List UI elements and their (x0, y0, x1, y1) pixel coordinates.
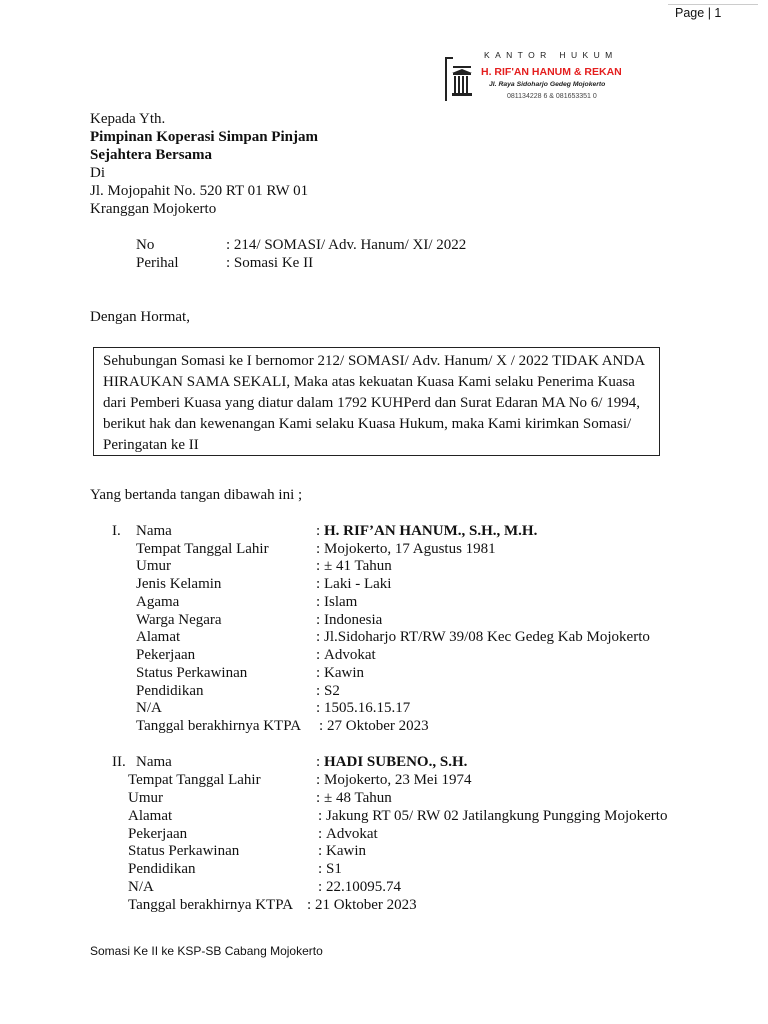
detail-value: Laki - Laki (324, 576, 392, 592)
detail-value: Jl.Sidoharjo RT/RW 39/08 Kec Gedeg Kab Mojokerto (324, 629, 650, 645)
detail-colon: : (316, 541, 321, 557)
detail-value: ± 48 Tahun (324, 790, 392, 806)
detail-colon: : (316, 629, 321, 645)
detail-label: Status Perkawinan (136, 665, 248, 681)
footer-text: Somasi Ke II ke KSP-SB Cabang Mojokerto (90, 944, 323, 958)
recipient-block (90, 110, 318, 218)
detail-value: Kawin (324, 665, 364, 681)
detail-label: Alamat (128, 808, 173, 824)
detail-colon: : (316, 647, 321, 663)
detail-colon: : (316, 594, 321, 610)
detail-value: 1505.16.15.17 (324, 700, 411, 716)
detail-value: S1 (326, 861, 342, 877)
detail-label: Pendidikan (128, 861, 196, 877)
page-label: Page (675, 6, 705, 20)
detail-value: Advokat (326, 826, 378, 842)
firm-address: Jl. Raya Sidoharjo Gedeg Mojokerto (489, 81, 606, 88)
ref-no-label: No (136, 237, 155, 253)
detail-label: Tanggal berakhirnya KTPA (128, 897, 294, 913)
detail-value-name: HADI SUBENO., S.H. (324, 754, 468, 770)
ref-perihal-label: Perihal (136, 255, 179, 271)
detail-value: S2 (324, 683, 340, 699)
detail-colon: : (316, 772, 321, 788)
detail-colon: : (316, 683, 321, 699)
person2-numeral: II. (112, 754, 126, 770)
detail-colon: : (316, 558, 321, 574)
detail-value: Jakung RT 05/ RW 02 Jatilangkung Pungging Mojokerto (326, 808, 668, 824)
detail-label: N/A (136, 700, 162, 716)
detail-colon: : (319, 718, 324, 734)
detail-value: Indonesia (324, 612, 383, 628)
detail-colon: : (316, 790, 321, 806)
page-number-value: 1 (714, 6, 722, 20)
detail-value: 22.10095.74 (326, 879, 401, 895)
detail-value: Mojokerto, 17 Agustus 1981 (324, 541, 496, 557)
recipient-name-line2: Sejahtera Bersama (90, 147, 213, 163)
detail-value: Advokat (324, 647, 376, 663)
detail-value-name: H. RIF’AN HANUM., S.H., M.H. (324, 523, 538, 539)
recipient-address: Jl. Mojopahit No. 520 RT 01 RW 01 (90, 183, 309, 199)
detail-colon: : (316, 612, 321, 628)
recipient-di: Di (90, 165, 105, 181)
detail-label: Pekerjaan (128, 826, 188, 842)
detail-label: Pendidikan (136, 683, 204, 699)
detail-label: Tanggal berakhirnya KTPA (136, 718, 302, 734)
page-number (675, 6, 721, 20)
detail-colon: : (318, 808, 323, 824)
detail-colon: : (307, 897, 312, 913)
detail-label: Umur (128, 790, 163, 806)
somasi-statement-box: Sehubungan Somasi ke I bernomor 212/ SOMASI/ Adv. Hanum/ X / 2022 TIDAK ANDA HIRAUKAN SAMA SEKALI, Maka atas kekuatan Kuasa Kami selaku Penerima Kuasa dari Pemberi Kuasa yang diatur dalam 1792 KUHPerd dan Surat Edaran MA No 6/ 1994, berikut hak dan kewenangan Kami selaku Kuasa Hukum, maka Kami kirimkan Somasi/ Peringatan ke II (93, 347, 660, 456)
detail-value: Mojokerto, 23 Mei 1974 (324, 772, 472, 788)
detail-value: ± 41 Tahun (324, 558, 392, 574)
detail-colon: : (316, 754, 321, 770)
detail-label: Status Perkawinan (128, 843, 240, 859)
detail-label: Tempat Tanggal Lahir (136, 541, 269, 557)
detail-label: N/A (128, 879, 154, 895)
detail-label: Alamat (136, 629, 181, 645)
detail-label: Umur (136, 558, 171, 574)
intro-text: Yang bertanda tangan dibawah ini ; (90, 487, 303, 503)
detail-colon: : (318, 826, 323, 842)
detail-colon: : (316, 700, 321, 716)
detail-label: Warga Negara (136, 612, 222, 628)
detail-label: Tempat Tanggal Lahir (128, 772, 261, 788)
recipient-name-line1: Pimpinan Koperasi Simpan Pinjam (90, 129, 318, 145)
detail-value: Kawin (326, 843, 366, 859)
detail-colon: : (316, 665, 321, 681)
person1-numeral: I. (112, 523, 121, 539)
recipient-greeting: Kepada Yth. (90, 111, 166, 127)
firm-name: H. RIF'AN HANUM & REKAN (481, 66, 622, 78)
detail-colon: : (316, 523, 321, 539)
detail-colon: : (318, 843, 323, 859)
page-separator: | (707, 6, 711, 20)
detail-value: 27 Oktober 2023 (327, 718, 429, 734)
detail-label: Agama (136, 594, 180, 610)
detail-label: Nama (136, 523, 172, 539)
recipient-city: Kranggan Mojokerto (90, 201, 217, 217)
detail-value: Islam (324, 594, 358, 610)
detail-label: Pekerjaan (136, 647, 196, 663)
salutation: Dengan Hormat, (90, 309, 190, 325)
detail-value: 21 Oktober 2023 (315, 897, 417, 913)
detail-colon: : (318, 861, 323, 877)
ref-perihal-value: : Somasi Ke II (226, 255, 314, 271)
detail-colon: : (318, 879, 323, 895)
detail-label: Jenis Kelamin (136, 576, 222, 592)
ref-no-value: : 214/ SOMASI/ Adv. Hanum/ XI/ 2022 (226, 237, 467, 253)
firm-phone: 081134228 6 & 081653351 0 (507, 93, 597, 100)
detail-colon: : (316, 576, 321, 592)
pillar-logo-icon (451, 64, 473, 98)
firm-kantor-hukum: KANTOR HUKUM (484, 50, 618, 60)
page-number-rule (668, 4, 758, 5)
detail-label: Nama (136, 754, 172, 770)
